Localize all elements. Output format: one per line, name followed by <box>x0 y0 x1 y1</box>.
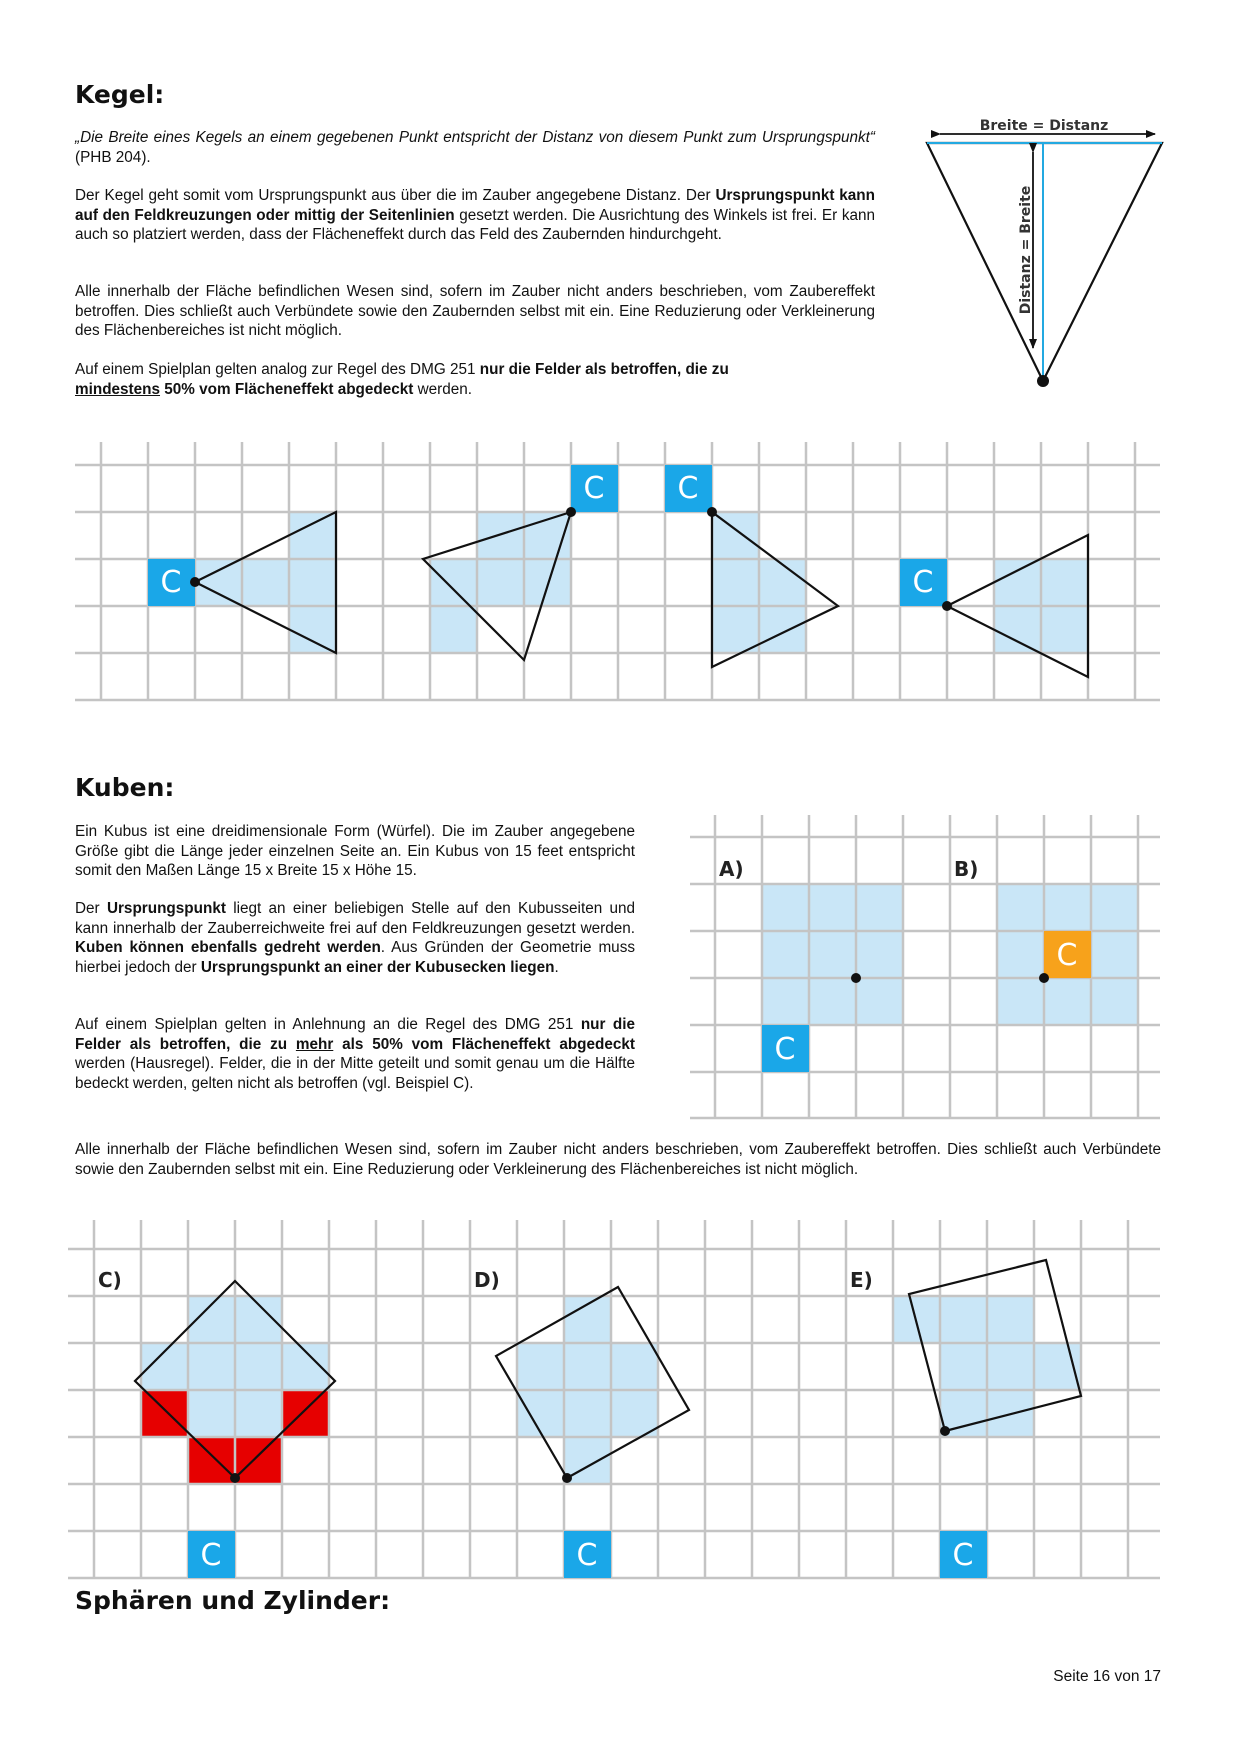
label-example-c: C) <box>98 1268 122 1292</box>
caster-letter: C <box>1056 938 1078 973</box>
heading-spheres: Sphären und Zylinder: <box>75 1586 391 1615</box>
caster-letter: C <box>200 1538 222 1573</box>
kegel-paragraph-rule <box>75 360 875 399</box>
kegel-p4-d: werden. <box>413 380 473 398</box>
cone-grid-examples <box>75 440 1165 702</box>
kegel-p4-b: nur die Felder als betroffen, die zu <box>479 361 729 378</box>
page-number: Seite 16 von 17 <box>1053 1668 1161 1685</box>
kuben-paragraph-definition: Ein Kubus ist eine dreidimensionale Form (Würfel). Die im Zauber angegebene Größe gibt die Länge jeder einzelnen Seite an. Ein Kubus von 15 feet entspricht somit den Maßen Länge 15 x Breite 15 x Höhe 15. <box>75 823 635 879</box>
cone-origin-point <box>1037 375 1049 387</box>
label-example-d: D) <box>474 1268 500 1292</box>
label-example-b: B) <box>954 857 979 881</box>
kuben-p3-c: als 50% vom Flächeneffekt abgedeckt <box>333 1035 635 1053</box>
caster-letter: C <box>160 565 182 600</box>
caster-letter: C <box>677 471 699 506</box>
kegel-quote <box>75 128 875 167</box>
kuben-p2-a: Der <box>75 900 107 917</box>
kuben-p3-d: werden (Hausregel). Felder, die in der Mitte geteilt und somit genau um die Hälfte bedeckt werden, gelten nicht als betroffen (vgl. Beispiel C). <box>75 1055 635 1092</box>
kegel-quote-text: „Die Breite eines Kegels an einem gegebenen Punkt entspricht der Distanz von diesem Punkt zum Ursprungspunkt“ <box>75 129 875 146</box>
caster-letter: C <box>774 1032 796 1067</box>
heading-kegel: Kegel: <box>75 80 165 109</box>
cube-casters-cde <box>188 1531 987 1578</box>
kuben-p2-e: . Aus Gründen der Geometrie muss hierbei jedoch der <box>75 939 635 976</box>
kegel-p2-bold: Ursprungspunkt kann auf den Feldkreuzungen oder mittig der Seitenlinien <box>75 187 875 224</box>
kuben-p3-a: Auf einem Spielplan gelten in Anlehnung an die Regel des DMG 251 <box>75 1016 581 1033</box>
kegel-paragraph-origin <box>75 186 875 245</box>
label-example-e: E) <box>850 1268 873 1292</box>
cube-origin-point <box>851 973 861 983</box>
kuben-p2-g: . <box>554 958 559 976</box>
cube-grid-cde <box>68 1218 1165 1580</box>
label-breite-distanz: Breite = Distanz <box>979 118 1109 134</box>
kegel-paragraph-affected: Alle innerhalb der Fläche befindlichen Wesen sind, sofern im Zauber nicht anders beschrieben, vom Zaubereffekt betroffen. Dies schließt auch Verbündete sowie den Zaubernden selbst mit ein. Eine Reduzierung oder Verkleinerung des Flächenbereiches ist nicht möglich. <box>75 283 875 339</box>
kegel-p2-c: gesetzt werden. Die Ausrichtung des Winkels ist frei. Er kann auch so platziert werden, dass der Flächeneffekt durch das Feld des Zaubernden hindurchgeht. <box>75 206 875 243</box>
kegel-quote-ref: (PHB 204). <box>75 148 151 166</box>
caster-letter: C <box>583 471 605 506</box>
kegel-p4-a: Auf einem Spielplan gelten analog zur Regel des DMG 251 <box>75 361 480 378</box>
kegel-p4-c: 50% vom Flächeneffekt abgedeckt <box>160 380 414 398</box>
kuben-paragraph-affected: Alle innerhalb der Fläche befindlichen Wesen sind, sofern im Zauber nicht anders beschrieben, vom Zaubereffekt betroffen. Dies schließt auch Verbündete sowie den Zaubernden selbst mit ein. Eine Reduzierung oder Verkleinerung des Flächenbereiches ist nicht möglich. <box>75 1141 1161 1178</box>
cone-triangle <box>927 143 1162 381</box>
caster-letter: C <box>912 565 934 600</box>
kuben-p3-b: nur die Felder als betroffen, die zu <box>75 1016 635 1053</box>
label-distanz-breite: Distanz = Breite <box>1018 185 1034 315</box>
kuben-p3-underline: mehr <box>295 1035 334 1053</box>
kegel-p4-underline: mindestens <box>75 380 161 398</box>
caster-letter: C <box>576 1538 598 1573</box>
kegel-p2-a: Der Kegel geht somit vom Ursprungspunkt aus über die im Zauber angegebene Distanz. Der <box>75 187 716 204</box>
cone-dimension-diagram <box>915 112 1175 392</box>
kuben-p2-d: Kuben können ebenfalls gedreht werden <box>75 939 381 956</box>
cube-grid-ab <box>690 815 1165 1120</box>
kuben-paragraph-origin <box>75 899 635 977</box>
heading-kuben: Kuben: <box>75 773 175 802</box>
label-example-a: A) <box>719 857 744 881</box>
kuben-paragraph-rule <box>75 1015 635 1093</box>
kuben-p2-f: Ursprungspunkt an einer der Kubusecken liegen <box>200 958 555 976</box>
cube-origin-point <box>1039 973 1049 983</box>
caster-letter: C <box>952 1538 974 1573</box>
kuben-p2-c: liegt an einer beliebigen Stelle auf den Kubusseiten und kann innerhalb der Zauberreichweite frei auf den Feldkreuzungen gesetzt werden. <box>75 900 636 937</box>
cone-affected-areas <box>195 512 1088 653</box>
kuben-p2-b: Ursprungspunkt <box>106 900 226 917</box>
